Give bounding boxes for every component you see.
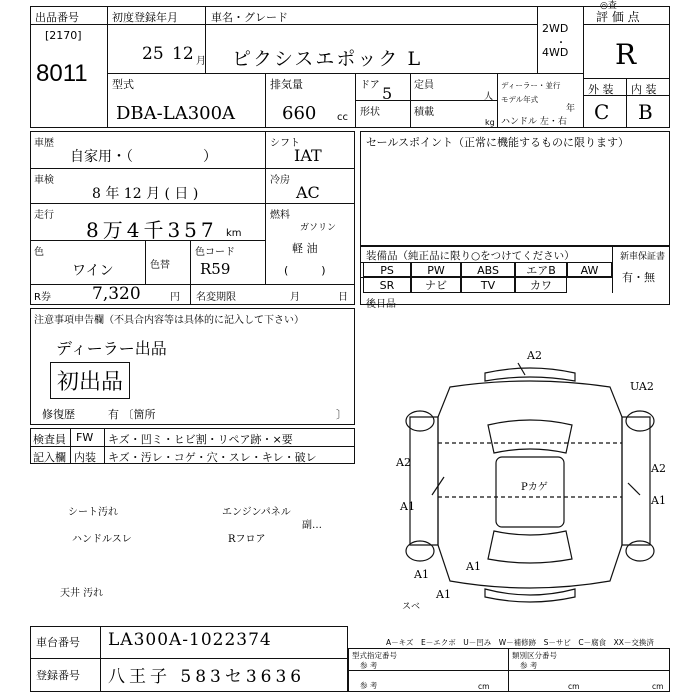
lot-number: 8011 (36, 60, 88, 87)
model-year-label: モデル年式 (501, 95, 539, 104)
type-value: DBA-LA300A (116, 103, 236, 124)
recycle-unit: 円 (170, 292, 180, 303)
displacement-label: 排気量 (270, 78, 303, 91)
bottom-note: スベ (402, 602, 421, 612)
recycle-value: 7,320 (92, 284, 141, 304)
first-reg-month: 12 (172, 44, 194, 64)
shape-label: 形状 (360, 107, 380, 118)
roof-note: Pカゲ (521, 482, 548, 493)
model-year-unit: 年 (566, 104, 576, 114)
ac-label: 冷房 (270, 175, 290, 186)
memo-5: 副… (302, 520, 322, 531)
drive-2wd: 2WD (542, 22, 569, 35)
equip-tv[interactable]: TV (461, 277, 515, 293)
fuel-other: ( ) (284, 264, 326, 277)
color-code-label: 色コード (195, 247, 235, 258)
color-code-value: R59 (200, 260, 231, 278)
capacity-label: 定員 (414, 80, 434, 91)
memo-1: シート汚れ (68, 507, 118, 518)
mark-rear: A1 (466, 560, 481, 573)
entry-label: 記入欄 (33, 451, 66, 464)
handle-label: ハンドル 左・右 (501, 117, 567, 127)
repair-value: 有 〔箇所 (108, 408, 156, 421)
interior-label: 内 装 (631, 83, 657, 96)
mark-right: A2 (651, 462, 666, 475)
shift-label: シフト (270, 138, 300, 149)
load-label: 積載 (414, 107, 434, 118)
name-change-label: 名変期限 (196, 292, 236, 303)
name-change-month: 月 (290, 292, 300, 303)
mileage-value: 8万4千357 (86, 218, 218, 242)
exterior-label: 外 装 (588, 83, 614, 96)
drive-4wd: 4WD (542, 46, 569, 59)
type-label: 型式 (112, 78, 134, 91)
model-name: ピクシスエポック L (232, 48, 423, 70)
exterior-grade: C (594, 100, 610, 124)
after-label: 後日品 (366, 299, 396, 310)
eval-score: R (615, 38, 637, 71)
mark-front: A2 (527, 349, 542, 362)
category-ref: 参 考 (520, 661, 538, 670)
color-value: ワイン (72, 263, 114, 279)
lot-label: 出品番号 (35, 11, 79, 24)
usage-value: 自家用・（ ） (70, 149, 217, 165)
inspection-value: 8 年 12 月 ( 日 ) (92, 186, 199, 202)
notes-title: 注意事項申告欄（不具合内容等は具体的に記入して下さい） (34, 315, 304, 326)
doors-label: ドア (360, 80, 380, 91)
warranty-value: 有・無 (622, 271, 655, 284)
corner-note: ◎査 (600, 1, 617, 11)
fuel-gas: ガソリン (300, 223, 337, 233)
eval-label: 評 価 点 (596, 10, 640, 24)
interior-grade: B (638, 100, 653, 124)
memo-6: 天井 汚れ (60, 588, 104, 599)
cm-unit-3: cm (652, 682, 664, 691)
cm-unit-2: cm (568, 682, 580, 691)
capacity-unit: 人 (484, 92, 494, 102)
type-spec-ref: 参 考 (360, 661, 378, 670)
inspector-row1: キズ・凹ミ・ヒビ割・リペア跡・×要 (108, 433, 293, 446)
equip-pw[interactable]: PW (411, 262, 461, 277)
repair-close: 〕 (336, 408, 347, 421)
repair-label: 修復歴 (42, 408, 75, 421)
fuel-diesel: 軽 油 (292, 242, 318, 255)
chassis-label: 車台番号 (36, 636, 80, 649)
memo-2: ハンドルスレ (72, 534, 132, 545)
chassis-value: LA300A-1022374 (108, 630, 272, 650)
notes-line1: ディーラー出品 (56, 339, 167, 358)
doors-value: 5 (382, 84, 393, 103)
equipment-title: 装備品（純正品に限り○をつけてください） (366, 250, 575, 262)
interior-row-label: 内装 (74, 451, 96, 464)
shift-value: IAT (294, 146, 322, 165)
plate-label: 登録番号 (36, 669, 80, 682)
mark-left: A2 (396, 456, 411, 469)
name-change-day: 日 (338, 292, 348, 303)
color-label: 色 (34, 247, 44, 258)
inspector-label: 検査員 (33, 433, 66, 446)
type-spec-label: 型式指定番号 (352, 651, 397, 660)
equip-ps[interactable]: PS (363, 262, 411, 277)
sales-point-title: セールスポイント（正常に機能するものに限ります） (366, 136, 630, 149)
lot-code: [2170] (45, 29, 82, 42)
equip-airbag[interactable]: エアB (515, 262, 567, 277)
plate-value: 八王子 583セ3636 (108, 667, 306, 687)
displacement-unit: cc (337, 112, 348, 123)
recycle-label: R券 (34, 292, 51, 303)
mark-left-2: A1 (400, 500, 415, 513)
inspection-label: 車検 (34, 175, 54, 186)
equip-sr[interactable]: SR (363, 277, 411, 293)
mileage-label: 走行 (34, 210, 54, 221)
displacement-value: 660 (282, 103, 317, 124)
ac-value: AC (296, 183, 320, 202)
warranty-label: 新車保証書 (620, 252, 666, 262)
bottom-ref: 参 考 (360, 681, 378, 690)
load-unit: kg (485, 118, 495, 127)
fuel-label: 燃料 (270, 210, 290, 221)
mark-rear-left-2: A1 (436, 588, 451, 601)
first-reg-label: 初度登録年月 (112, 11, 178, 24)
model-label: 車名・グレード (211, 11, 288, 24)
equip-abs[interactable]: ABS (461, 262, 515, 277)
inspector-row2: キズ・汚レ・コゲ・穴・スレ・キレ・破レ (108, 451, 317, 464)
first-reg-month-unit: 月 (196, 56, 206, 67)
cm-unit-1: cm (478, 682, 490, 691)
diagram-legend: A－キズ E－エクボ U－凹み W－補修跡 S－サビ C－腐食 XX－交換済 (386, 638, 654, 647)
fw-label: FW (76, 431, 94, 444)
color-no-label: 色替 (150, 260, 170, 271)
memo-3: エンジンパネル (222, 507, 291, 518)
equip-leather[interactable]: カワ (515, 277, 567, 293)
category-label: 類別区分番号 (512, 651, 557, 660)
mark-right-2: A1 (651, 494, 666, 507)
notes-line2: 初出品 (50, 362, 130, 399)
mark-front-right: UA2 (630, 380, 654, 393)
mark-rear-left: A1 (414, 568, 429, 581)
dealer-label: ディーラー・並行 (501, 81, 561, 90)
equip-aw[interactable]: AW (567, 262, 612, 277)
first-reg-year: 25 (142, 44, 164, 64)
usage-label: 車歴 (34, 138, 54, 149)
equip-navi[interactable]: ナビ (411, 277, 461, 293)
memo-4: Rフロア (228, 534, 266, 545)
mileage-unit: km (226, 228, 242, 239)
